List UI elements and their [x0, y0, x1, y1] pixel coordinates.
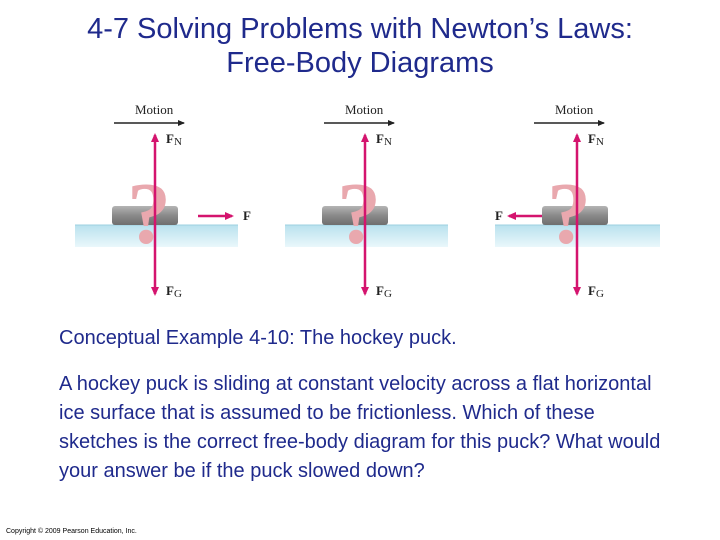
motion-label: Motion: [345, 102, 384, 117]
normal-force-subscript: N: [383, 136, 392, 148]
question-mark: ?: [337, 166, 381, 263]
slide-title: [0, 12, 720, 80]
gravity-force-label: [166, 283, 182, 300]
copyright-notice: Copyright © 2009 Pearson Education, Inc.: [6, 528, 137, 535]
example-caption: Conceptual Example 4-10: The hockey puck.: [59, 327, 457, 349]
gravity-force-subscript: G: [383, 288, 392, 300]
panel-3: [495, 102, 660, 300]
applied-force-label: F: [243, 208, 251, 223]
slide-title-line-2: Free-Body Diagrams: [226, 47, 494, 79]
gravity-force-label: [376, 283, 392, 300]
normal-force-symbol: F: [166, 131, 174, 146]
gravity-force-symbol: F: [376, 283, 384, 298]
question-mark: ?: [127, 166, 171, 263]
gravity-force-subscript: G: [173, 288, 182, 300]
gravity-force-symbol: F: [166, 283, 174, 298]
slide-title-line-1: 4-7 Solving Problems with Newton’s Laws:: [87, 13, 633, 45]
panel-2: [285, 102, 448, 300]
question-mark: ?: [547, 166, 591, 263]
panel-1: [75, 102, 251, 300]
normal-force-label: [588, 131, 604, 148]
free-body-diagrams-svg: [70, 95, 670, 310]
normal-force-label: [376, 131, 392, 148]
free-body-diagrams: [70, 95, 670, 310]
normal-force-symbol: F: [588, 131, 596, 146]
normal-force-subscript: N: [173, 136, 182, 148]
normal-force-label: [166, 131, 182, 148]
motion-label: Motion: [135, 102, 174, 117]
motion-label: Motion: [555, 102, 594, 117]
gravity-force-subscript: G: [595, 288, 604, 300]
normal-force-symbol: F: [376, 131, 384, 146]
gravity-force-label: [588, 283, 604, 300]
gravity-force-symbol: F: [588, 283, 596, 298]
example-question: A hockey puck is sliding at constant velocity across a flat horizontal ice surface that is assumed to be frictionless. Which of these sketches is the correct free-body diagram for this puck? What would your answer be if the puck slowed down?: [59, 373, 661, 482]
applied-force-label: F: [495, 208, 503, 223]
normal-force-subscript: N: [595, 136, 604, 148]
